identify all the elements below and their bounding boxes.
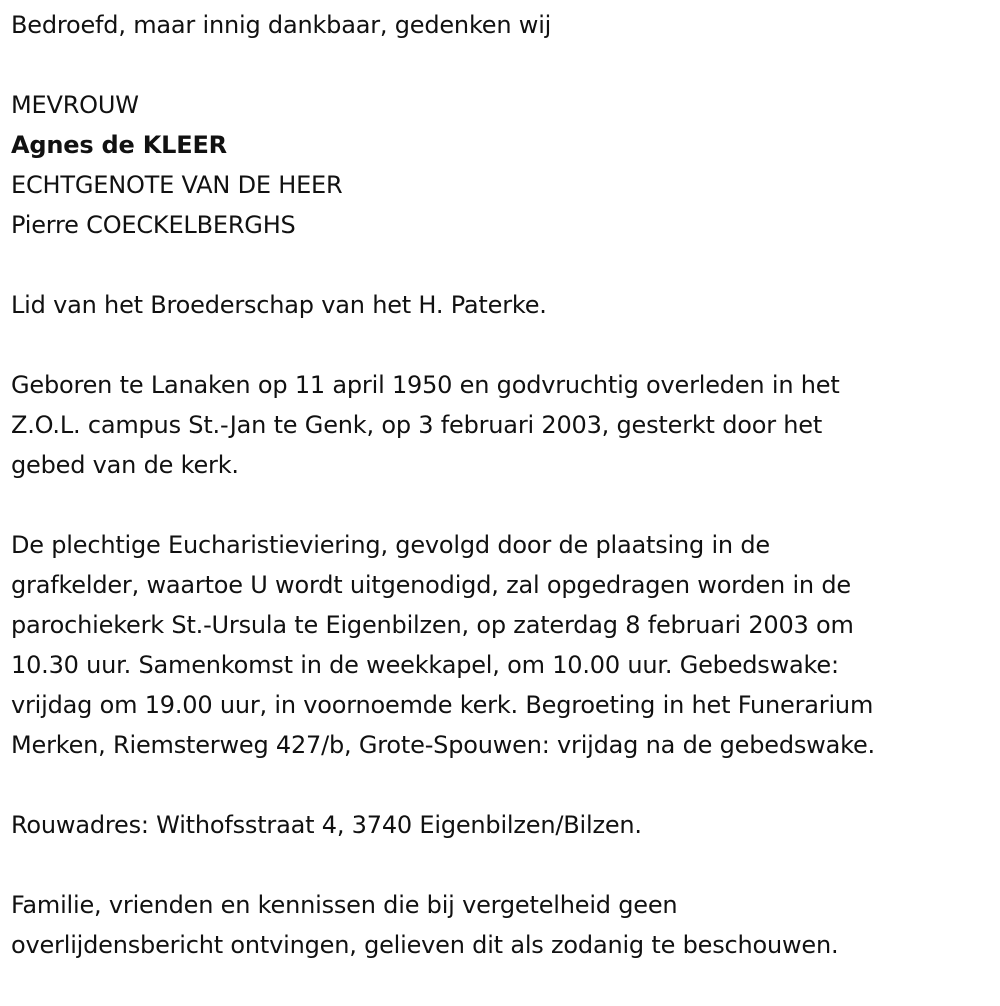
- spacer: [11, 245, 1000, 285]
- paragraph-line: Rouwadres: Withofsstraat 4, 3740 Eigenbilzen/Bilzen.: [11, 811, 642, 839]
- birth-death-paragraph: [11, 365, 1000, 485]
- paragraph-line: Lid van het Broederschap van het H. Paterke.: [11, 291, 547, 319]
- paragraph-line: 10.30 uur. Samenkomst in de weekkapel, om 10.00 uur. Gebedswake:: [11, 651, 839, 679]
- ceremony-paragraph: [11, 525, 1000, 765]
- paragraph-line: parochiekerk St.-Ursula te Eigenbilzen, op zaterdag 8 februari 2003 om: [11, 611, 854, 639]
- closing-paragraph: [11, 885, 1000, 965]
- honorific: MEVROUW: [11, 91, 139, 119]
- paragraph-line: Z.O.L. campus St.-Jan te Genk, op 3 februari 2003, gesterkt door het: [11, 411, 823, 439]
- spacer: [11, 765, 1000, 805]
- paragraph-line: Merken, Riemsterweg 427/b, Grote-Spouwen: vrijdag na de gebedswake.: [11, 731, 875, 759]
- paragraph-line: overlijdensbericht ontvingen, gelieven dit als zodanig te beschouwen.: [11, 931, 839, 959]
- intro-line: Bedroefd, maar innig dankbaar, gedenken wij: [11, 11, 552, 39]
- spacer: [11, 485, 1000, 525]
- spouse-label: ECHTGENOTE VAN DE HEER: [11, 171, 343, 199]
- paragraph-line: Familie, vrienden en kennissen die bij vergetelheid geen: [11, 891, 678, 919]
- paragraph-line: vrijdag om 19.00 uur, in voornoemde kerk. Begroeting in het Funerarium: [11, 691, 874, 719]
- spouse-name: Pierre COECKELBERGHS: [11, 211, 296, 239]
- membership-paragraph: [11, 285, 1000, 325]
- paragraph-line: grafkelder, waartoe U wordt uitgenodigd, zal opgedragen worden in de: [11, 571, 851, 599]
- spacer: [11, 325, 1000, 365]
- paragraph-line: gebed van de kerk.: [11, 451, 239, 479]
- paragraph-line: De plechtige Eucharistieviering, gevolgd door de plaatsing in de: [11, 531, 770, 559]
- address-paragraph: [11, 805, 1000, 845]
- paragraph-line: Geboren te Lanaken op 11 april 1950 en godvruchtig overleden in het: [11, 371, 840, 399]
- deceased-name: Agnes de KLEER: [11, 131, 227, 159]
- spacer: [11, 845, 1000, 885]
- spacer: [11, 45, 1000, 85]
